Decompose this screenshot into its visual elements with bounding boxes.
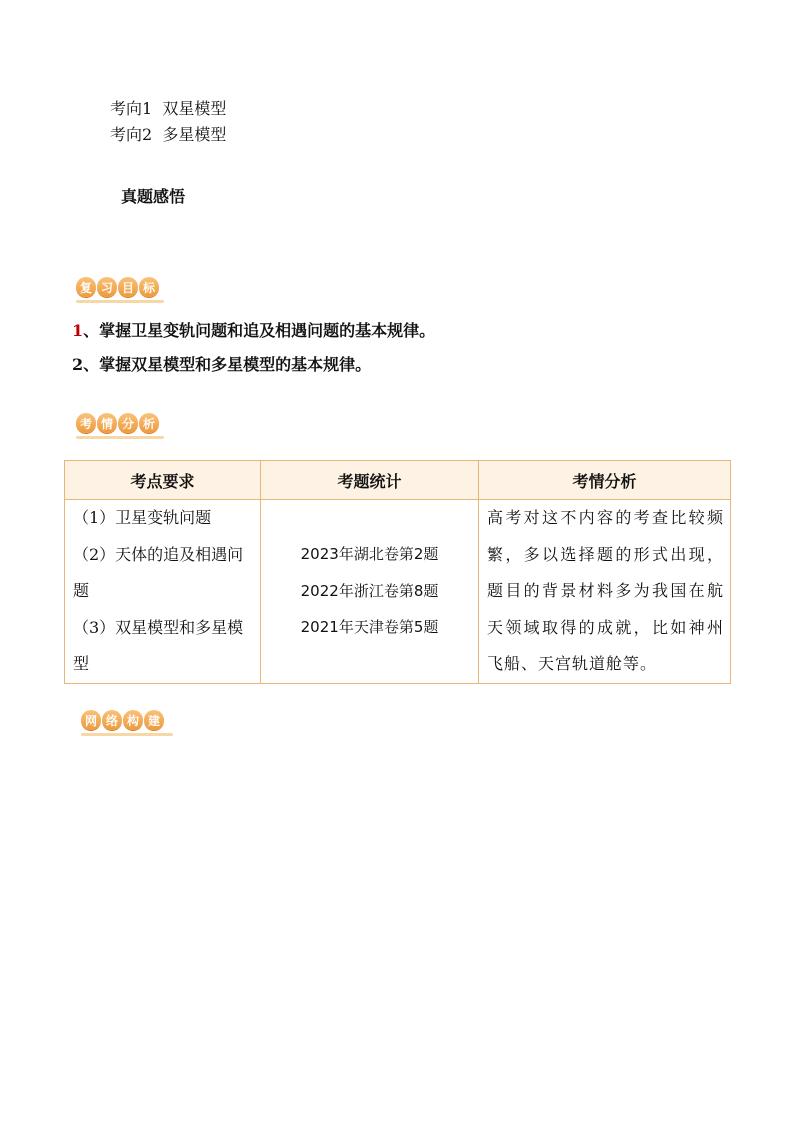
goal-number: 1 xyxy=(72,321,84,340)
stat-item: 2023年湖北卷第2题 xyxy=(300,545,439,563)
badge-char: 考 xyxy=(76,413,96,433)
badge-underline xyxy=(76,300,164,303)
header-requirements: 考点要求 xyxy=(65,461,261,500)
analysis-cell xyxy=(479,500,731,684)
badge-char: 目 xyxy=(118,277,138,297)
analysis-text: 高考对这不内容的考查比较频繁，多以选择题的形式出现，题目的背景材料多为我国在航天领域取得的成就，比如神州飞船、天宫轨道舱等。 xyxy=(487,508,724,673)
requirement-item: （3）双星模型和多星模型 xyxy=(73,617,244,673)
badge-char: 网 xyxy=(81,710,101,730)
stat-item: 2022年浙江卷第8题 xyxy=(300,581,439,600)
goal-text: 掌握双星模型和多星模型的基本规律。 xyxy=(99,355,372,374)
header-analysis: 考情分析 xyxy=(479,461,731,500)
toc-item-2: 考向2 多星模型 xyxy=(110,125,227,144)
stat-item: 2021年天津卷第5题 xyxy=(300,618,439,636)
badge-underline xyxy=(81,733,173,736)
badge-char: 析 xyxy=(139,413,159,433)
goal-item-1 xyxy=(72,318,435,341)
badge-char: 建 xyxy=(144,710,164,730)
network-badge xyxy=(81,710,165,730)
exam-analysis-badge xyxy=(76,413,160,433)
table-row xyxy=(65,500,731,684)
statistics-cell xyxy=(261,500,479,684)
requirement-item: （2）天体的追及相遇问题 xyxy=(73,544,244,600)
toc-item-1: 考向1 双星模型 xyxy=(110,99,227,118)
badge-char: 复 xyxy=(76,277,96,297)
goal-separator: 、 xyxy=(83,321,100,340)
badge-char: 构 xyxy=(123,710,143,730)
badge-char: 分 xyxy=(118,413,138,433)
badge-char: 络 xyxy=(102,710,122,730)
badge-underline xyxy=(76,436,164,439)
table-header-row xyxy=(65,461,731,500)
requirement-item: （1）卫星变轨问题 xyxy=(73,508,212,527)
section-title: 真题感悟 xyxy=(121,187,186,206)
badge-char: 标 xyxy=(139,277,159,297)
badge-char: 情 xyxy=(97,413,117,433)
goal-item-2 xyxy=(72,352,371,375)
goal-separator: 、 xyxy=(83,355,100,374)
requirements-cell xyxy=(65,500,261,684)
badge-char: 习 xyxy=(97,277,117,297)
review-goals-badge xyxy=(76,277,160,297)
exam-table xyxy=(64,460,731,684)
goal-text: 掌握卫星变轨问题和追及相遇问题的基本规律。 xyxy=(99,321,436,340)
header-statistics: 考题统计 xyxy=(261,461,479,500)
goal-number: 2 xyxy=(72,355,84,374)
